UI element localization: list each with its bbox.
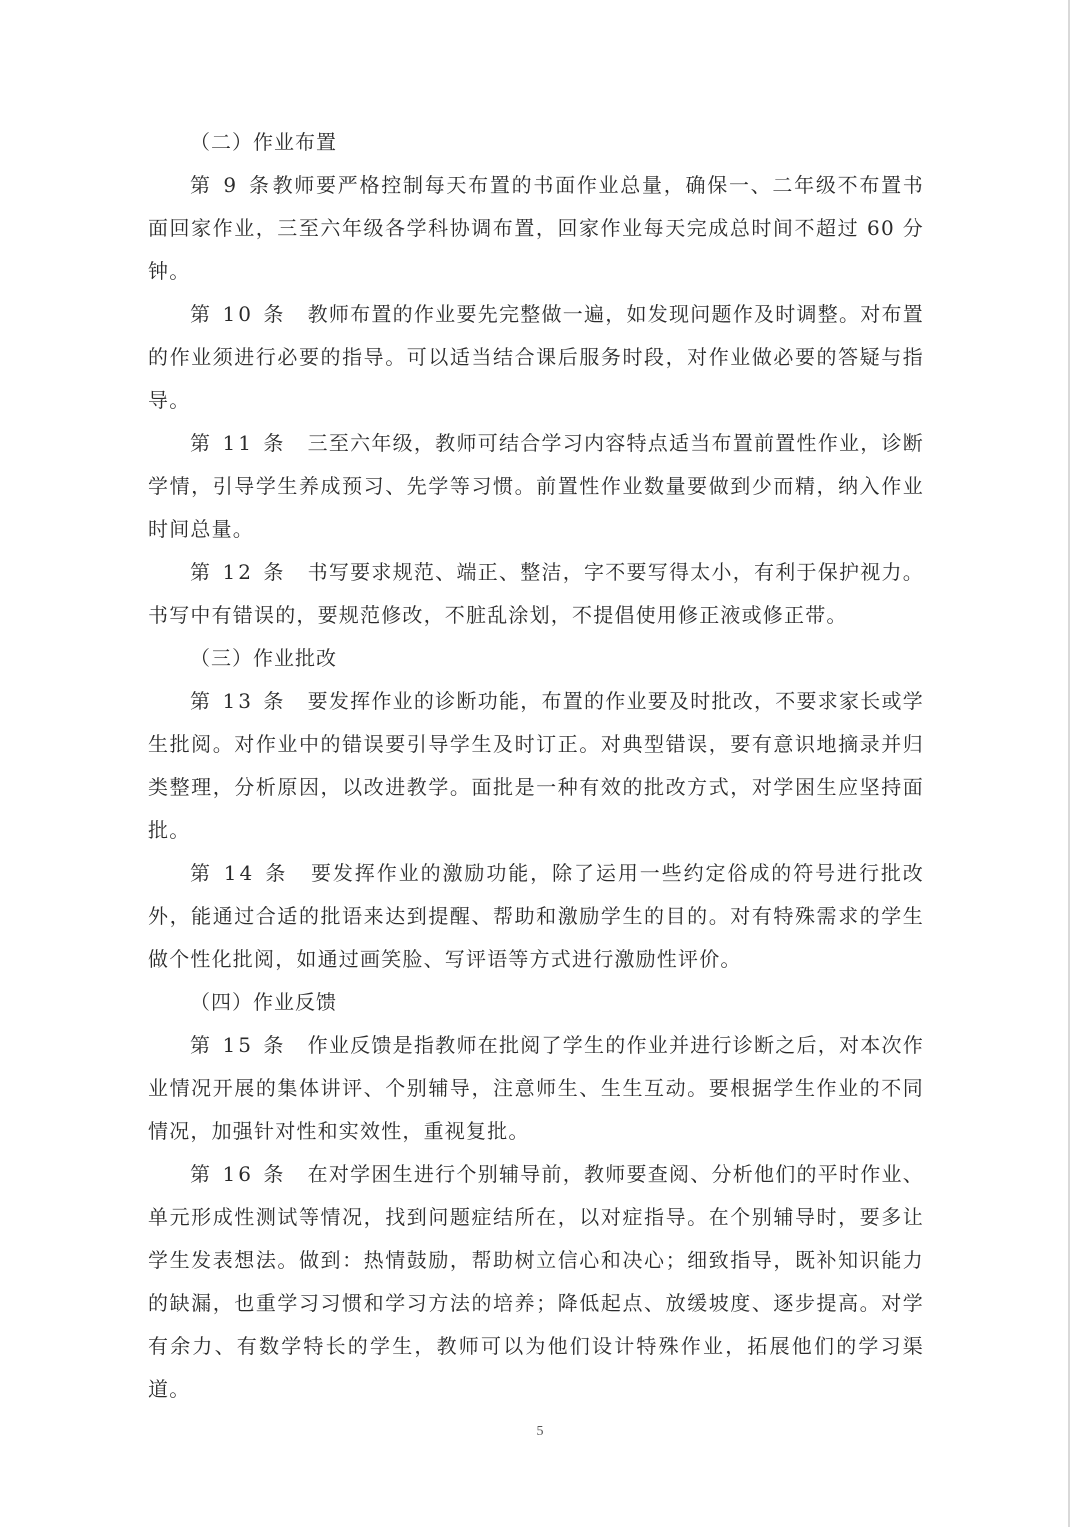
article-11 [148,422,924,551]
article-label: 第 13 条 [190,689,287,713]
article-label: 第 16 条 [190,1162,287,1186]
article-9 [148,164,924,293]
article-16 [148,1153,924,1411]
article-13 [148,680,924,852]
article-text: 在对学困生进行个别辅导前，教师要查阅、分析他们的平时作业、单元形成性测试等情况，找到问题症结所在，以对症指导。在个别辅导时，要多让学生发表想法。做到：热情鼓励，帮助树立信心和决心；细致指导，既补知识能力的缺漏，也重学习习惯和学习方法的培养；降低起点、放缓坡度、逐步提高。对学有余力、有数学特长的学生，教师可以为他们设计特殊作业，拓展他们的学习渠道。 [148,1162,924,1401]
article-label: 第 14 条 [190,861,290,885]
article-text: 三至六年级，教师可结合学习内容特点适当布置前置性作业，诊断学情，引导学生养成预习、先学等习惯。前置性作业数量要做到少而精，纳入作业时间总量。 [148,431,924,541]
page-number: 5 [536,1424,544,1439]
article-label: 第 12 条 [190,560,287,584]
article-14 [148,852,924,981]
article-text: 教师布置的作业要先完整做一遍，如发现问题作及时调整。对布置的作业须进行必要的指导。可以适当结合课后服务时段，对作业做必要的答疑与指导。 [148,302,924,412]
article-text: 教师要严格控制每天布置的书面作业总量，确保一、二年级不布置书面回家作业，三至六年级各学科协调布置，回家作业每天完成总时间不超过 60 分钟。 [148,173,924,283]
page-edge-shadow [1068,0,1070,1527]
article-label: 第 11 条 [190,431,287,455]
article-text: 要发挥作业的激励功能，除了运用一些约定俗成的符号进行批改外，能通过合适的批语来达到提醒、帮助和激励学生的目的。对有特殊需求的学生做个性化批阅，如通过画笑脸、写评语等方式进行激励性评价。 [148,861,924,971]
article-text: 书写要求规范、端正、整洁，字不要写得太小，有利于保护视力。书写中有错误的，要规范修改，不脏乱涂划，不提倡使用修正液或修正带。 [148,560,924,627]
article-text: 要发挥作业的诊断功能，布置的作业要及时批改，不要求家长或学生批阅。对作业中的错误要引导学生及时订正。对典型错误，要有意识地摘录并归类整理，分析原因，以改进教学。面批是一种有效的批改方式，对学困生应坚持面批。 [148,689,924,842]
article-15 [148,1024,924,1153]
section-heading-assignment: （二）作业布置 [190,130,337,154]
article-10 [148,293,924,422]
article-12 [148,551,924,637]
article-label: 第 9 条 [190,173,273,197]
article-text: 作业反馈是指教师在批阅了学生的作业并进行诊断之后，对本次作业情况开展的集体讲评、个别辅导，注意师生、生生互动。要根据学生作业的不同情况，加强针对性和实效性，重视复批。 [148,1033,924,1143]
article-label: 第 10 条 [190,302,287,326]
section-heading-grading: （三）作业批改 [190,646,337,670]
section-heading-feedback: （四）作业反馈 [190,990,337,1014]
article-label: 第 15 条 [190,1033,287,1057]
document-body [148,121,924,1411]
